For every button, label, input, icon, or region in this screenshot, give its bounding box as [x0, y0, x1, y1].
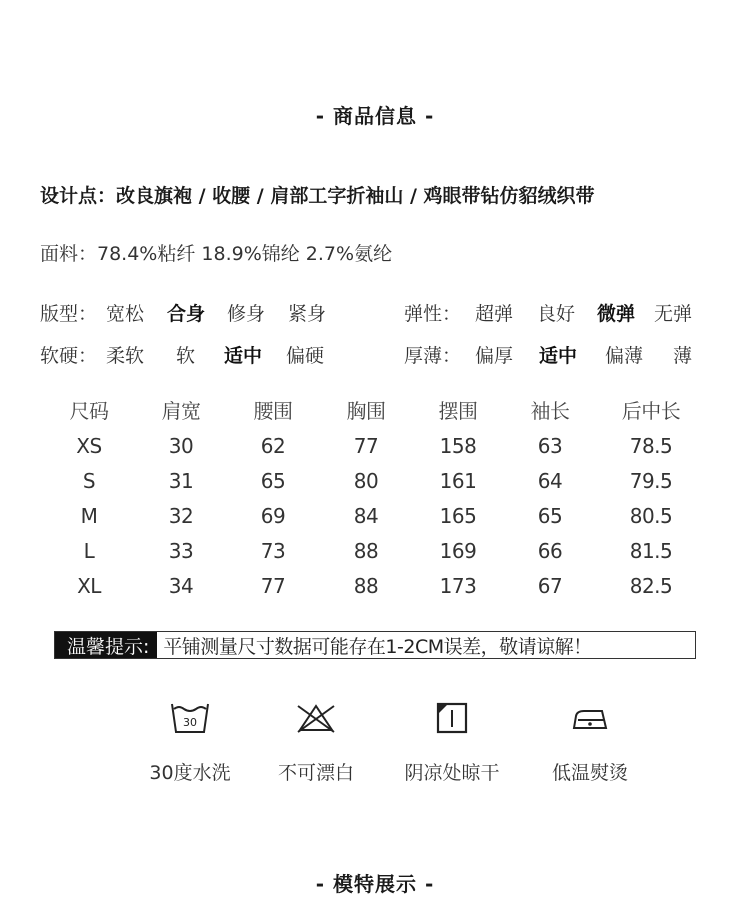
measurement-cell: 65	[537, 503, 563, 528]
care-item-iron	[520, 700, 660, 785]
section-title: - 商品信息 -	[315, 104, 435, 128]
thickness-option: 适中	[539, 345, 578, 367]
softness-option: 适中	[224, 345, 263, 367]
size-code-cell: L	[83, 538, 95, 563]
column-header: 袖长	[530, 398, 570, 423]
column-header: 肩宽	[161, 398, 201, 423]
measurement-cell: 77	[353, 433, 379, 458]
measurement-cell: 88	[353, 573, 379, 598]
elasticity-option: 无弹	[654, 303, 693, 325]
size-row	[42, 498, 706, 533]
column-header: 后中长	[621, 398, 681, 423]
softness-label: 软硬：	[40, 345, 98, 367]
care-item-dry	[382, 700, 522, 785]
footer-title: - 模特展示 -	[315, 872, 435, 896]
measurement-cell: 88	[353, 538, 379, 563]
size-row	[42, 568, 706, 603]
softness-option: 偏硬	[286, 345, 325, 367]
measurement-cell: 82.5	[629, 573, 673, 598]
measurement-cell: 73	[260, 538, 286, 563]
measurement-cell: 80	[353, 468, 379, 493]
tip-text: 平铺测量尺寸数据可能存在1-2CM误差，敬请谅解！	[163, 635, 592, 658]
design-points: 设计点：改良旗袍 / 收腰 / 肩部工字折袖山 / 鸡眼带钻仿貂绒织带	[40, 185, 595, 207]
measurement-cell: 81.5	[629, 538, 673, 563]
tip-label: 温馨提示:	[55, 632, 157, 658]
size-row	[42, 533, 706, 568]
measurement-cell: 33	[168, 538, 194, 563]
size-row	[42, 463, 706, 498]
measurement-cell: 158	[439, 433, 477, 458]
fabric-composition: 面料：78.4%粘纤 18.9%锦纶 2.7%氨纶	[40, 243, 393, 265]
column-header: 尺码	[69, 398, 109, 423]
size-code-cell: M	[80, 503, 98, 528]
thickness-option: 薄	[673, 345, 693, 367]
care-label: 30度水洗	[149, 762, 231, 784]
measurement-cell: 169	[439, 538, 477, 563]
attribute-row-2	[0, 341, 750, 367]
softness-option: 软	[176, 345, 196, 367]
elasticity-option: 超弹	[475, 303, 514, 325]
column-header: 胸围	[346, 398, 386, 423]
measurement-cell: 30	[168, 433, 194, 458]
column-header: 摆围	[438, 398, 478, 423]
care-label: 低温熨烫	[551, 762, 628, 784]
attribute-row-1	[0, 299, 750, 325]
thickness-label: 厚薄：	[404, 345, 462, 367]
size-code-cell: XL	[77, 573, 101, 598]
wash-temp-text: 30	[183, 716, 197, 729]
care-item-bleach	[246, 700, 386, 785]
size-code-cell: XS	[76, 433, 102, 458]
shade-dry-icon	[434, 700, 470, 736]
elasticity-label: 弹性：	[404, 303, 462, 325]
measurement-cell: 65	[260, 468, 286, 493]
wash-30-icon	[170, 700, 210, 736]
low-iron-icon	[568, 700, 612, 736]
column-header: 腰围	[253, 398, 293, 423]
measurement-cell: 67	[537, 573, 563, 598]
measurement-cell: 77	[260, 573, 286, 598]
measurement-cell: 84	[353, 503, 379, 528]
fit-option: 合身	[167, 303, 206, 325]
size-table-header	[42, 390, 706, 428]
measurement-cell: 173	[439, 573, 477, 598]
measurement-cell: 165	[439, 503, 477, 528]
fit-option: 修身	[227, 303, 266, 325]
measurement-cell: 34	[168, 573, 194, 598]
size-table	[42, 390, 706, 603]
fit-option: 紧身	[288, 303, 327, 325]
measurement-cell: 69	[260, 503, 286, 528]
softness-option: 柔软	[106, 345, 145, 367]
fit-label: 版型：	[40, 303, 98, 325]
tip-bar	[54, 631, 696, 659]
measurement-cell: 80.5	[629, 503, 673, 528]
measurement-cell: 161	[439, 468, 477, 493]
measurement-cell: 78.5	[629, 433, 673, 458]
care-item-wash	[120, 700, 260, 785]
no-bleach-icon	[294, 700, 338, 736]
measurement-cell: 62	[260, 433, 286, 458]
measurement-cell: 63	[537, 433, 563, 458]
thickness-option: 偏薄	[605, 345, 644, 367]
measurement-cell: 79.5	[629, 468, 673, 493]
care-label: 不可漂白	[277, 762, 354, 784]
size-row	[42, 428, 706, 463]
fit-option: 宽松	[106, 303, 145, 325]
measurement-cell: 31	[168, 468, 194, 493]
elasticity-option: 良好	[537, 303, 576, 325]
measurement-cell: 32	[168, 503, 194, 528]
elasticity-option: 微弹	[597, 303, 636, 325]
measurement-cell: 64	[537, 468, 563, 493]
care-label: 阴凉处晾干	[404, 762, 500, 784]
thickness-option: 偏厚	[475, 345, 514, 367]
measurement-cell: 66	[537, 538, 563, 563]
size-code-cell: S	[82, 468, 96, 493]
